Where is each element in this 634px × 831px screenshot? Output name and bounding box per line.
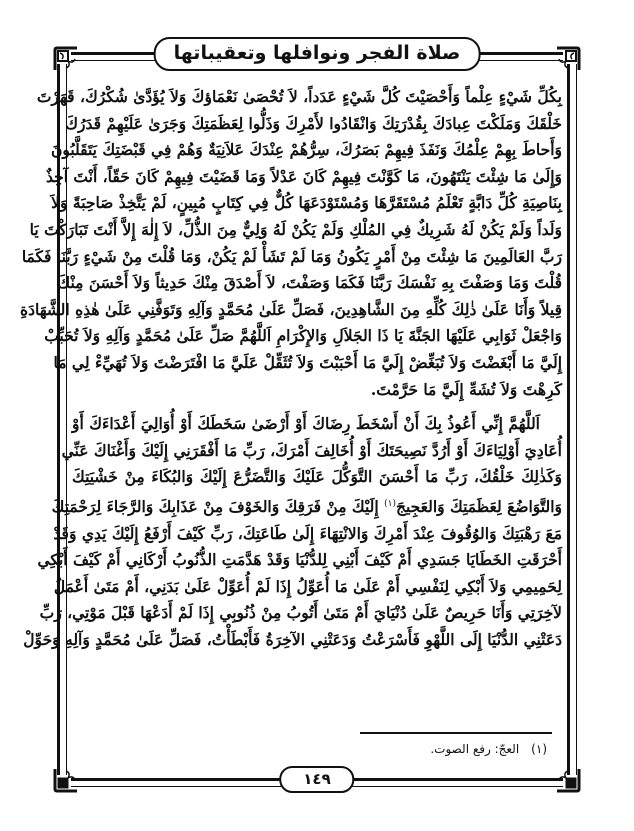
paragraph-gap: [72, 403, 562, 411]
text-line: أَحْرَقَتِ الخَطَايَا جَسَدِي أَمْ كَيْفَ أَبْنِي لِلدُّنْيَا وَقَدْ هَدَّمَتِ الذُّنُوبُ أَرْكَانِي أَمْ كَيْفَ أَبْكِي: [37, 550, 562, 570]
text-line: خَلْقَكَ وَمَلَكْتَ عِبادَكَ بِقُدْرَتِكَ وَانْقَادُوا لأَمْرِكَ وَذَلُّوا لِعَظَمَتِكَ وَجَرَىٰ عَلَيْهِمْ قَدَرُكَ: [65, 113, 562, 133]
text-line: دَعَتْنِي الدُّنْيَا إِلَى اللَّهْوِ فَأَسْرَعْتُ وَدَعَتْنِي الآخِرَةُ فَأَبْطَأْتُ، فَصَلِّ عَلَىٰ مُحَمَّدٍ وَآلِهِ وَحَوِّلْ: [23, 630, 562, 650]
text-line: بِكُلِّ شَيْءٍ عِلْماً وَأَحْصَيْتَ كُلَّ شَيْءٍ عَدَداً، لاَ تُحْصَىٰ نَعْمَاؤكَ وَلاَ يُؤَدَّىٰ شُكْرُكَ، قَهَرْتَ: [36, 87, 562, 106]
corner-ornament-icon: [555, 46, 581, 72]
border-right: [567, 64, 577, 775]
text-line: قُلْتَ وَمَا وَصَفْتَ بِهِ نَفْسَكَ رَبَّنَا فَكَمَا وَصَفْتَ، لاَ أَصْدَقَ مِنْكَ حَدِيثاً وَلاَ أَحْسَنَ مِنْكَ: [57, 273, 562, 293]
text-line: وَلَداً وَلَمْ يَكُنْ لَهُ شَرِيكٌ فِي المُلْكِ وَلَمْ يَكُنْ لَهُ وَلِيٌّ مِنَ الذُّلِّ، لاَ إِلٰهَ إِلاَّ أَنْتَ تَبَارَكْتَ يَا: [29, 219, 562, 239]
corner-ornament-icon: [555, 767, 581, 793]
text-line-with-footnote: [51, 491, 562, 521]
text-line: اَللَّهُمَّ إِنِّي أَعُوذُ بِكَ أَنْ أَسْخَطَ رِضَاكَ أَوْ أَرْضَىٰ سَخَطَكَ أَوْ أُوَالِيَ أَعْدَاءَكَ أَوْ: [72, 414, 540, 434]
text-line: وَكَذٰلِكَ خَلْقُكَ، رَبِّ مَا أَحْسَنَ التَّوَكُّلَ عَلَيْكَ وَالتَّضَرُّعَ إِلَيْكَ وَالبُكَاءَ مِنْ خَشْيَتِكَ: [72, 467, 562, 487]
corner-ornament-icon: [53, 767, 79, 793]
footnote: [430, 742, 547, 756]
text-line: كَرِهْتَ وَلاَ تُشَهِّ إِلَيَّ مَا حَرَّمْتَ.: [370, 379, 562, 399]
chapter-title: صلاة الفجر ونوافلها وتعقيباتها: [154, 37, 481, 71]
text-segment: وَالتَّوَاضُعَ لِعَظَمَتِكَ وَالعَجِيجَ: [395, 497, 562, 517]
footnote-number: (١): [531, 742, 547, 756]
text-line: لآخِرَتِي وَأَنَا حَرِيصٌ عَلَىٰ دُنْيَايَ أَمْ مَتَىٰ أَتُوبُ مِنْ ذُنُوبِي إِذَا لَمْ أَدَعْهَا قَبْلَ مَوْتِي، رَبِّ: [39, 603, 562, 623]
page-number: ١٤٩: [279, 766, 354, 793]
footnote-reference[interactable]: (١): [384, 498, 396, 509]
text-line: وَاجْعَلْ ثَوَابِي عَلَيْهَا الجَنَّةَ يَا ذَا الجَلاَلِ وَالإِكْرَامِ اَللَّهُمَّ صَلِّ عَلَىٰ مُحَمَّدٍ وَآلِهِ وَلاَ تُحَبِّبْ: [44, 326, 562, 346]
text-line: إِلَيَّ مَا أَبْغَضْتَ وَلاَ تُبَغِّضْ إِلَيَّ مَا أَحْبَبْتَ وَلاَ تُثَقِّلْ عَلَيَّ مَا افْتَرَضْتَ وَلاَ تُهَيِّءْ لِي مَا: [53, 352, 562, 372]
text-line: رَبَّ العَالَمِينَ مَا شِئْتَ مِنْ أَمْرٍ يَكُونُ وَمَا لَمْ تَشَأْ لَمْ يَكُنْ، وَمَا قُلْتَ مِنْ شَيْءٍ رَبَّنَا فَكَمَا: [21, 246, 562, 266]
text-line: قِيلاً وَأَنَا عَلَىٰ ذٰلِكَ كُلِّهِ مِنَ الشَّاهِدِينَ، فَصَلِّ عَلَىٰ مُحَمَّدٍ وَآلِهِ وَتَوَفَّنِي عَلَىٰ هٰذِهِ الشَّهَادَةِ: [19, 299, 562, 319]
text-line: وَإِلَىٰ مَا شِئْتَ يَنْتَهُونَ، مَا كَوَّنْتَ فِيهِمْ كَانَ عَدْلاً وَمَا قَضَيْتَ فِيهِمْ كَانَ حَقّاً، أَنْتَ آخِذٌ: [46, 166, 562, 186]
page-body-text: [19, 84, 562, 654]
text-line: بِنَاصِيَةِ كُلِّ دَابَّةٍ تَعْلَمُ مُسْتَقَرَّهَا وَمُسْتَوْدَعَهَا كُلٌّ فِي كِتَابٍ مُبِينٍ، لَمْ يَتَّخِذْ صَاحِبَةً وَلاَ: [51, 193, 562, 213]
text-line: أُعَادِيَ أَوْلِيَاءَكَ أَوْ أَرُدَّ نَصِيحَتَكَ أَوْ أُخَالِفَ أَمْرَكَ، رَبِّ مَا أَفْقَرَنِي إِلَيْكَ وَأَغْنَاكَ عَنِّي: [61, 440, 562, 460]
text-line: مَعَ رَهْبَتِكَ وَالوُقُوفَ عِنْدَ أَمْرِكَ وَالانْتِهَاءَ إِلَىٰ طَاعَتِكَ، رَبِّ كَيْفَ أَرْفَعُ إِلَيْكَ يَدِي وَقَدْ: [53, 523, 562, 543]
corner-ornament-icon: [53, 46, 79, 72]
text-line: وَأَحاطَ بِهِمْ عِلْمُكَ وَنَفَذَ فِيهِمْ بَصَرُكَ، سِرُّهُمْ عِنْدَكَ عَلاَنِيَةٌ وَهُمْ فِي قَبْضَتِكَ يَتَقَلَّبُونَ: [50, 140, 562, 160]
footnote-text: العجّ: رفع الصوت.: [430, 742, 520, 756]
text-line: لِحَمِيمِي وَلاَ أَبْكِي لِنَفْسِي أَمْ عَلَىٰ مَا أُعَوِّلُ إِذَا لَمْ أُعَوِّلْ عَلَىٰ بَدَنِي، أَمْ مَتَىٰ أَعْمَلُ: [53, 576, 562, 596]
footnote-separator: [360, 732, 552, 734]
text-segment: إِلَيْكَ مِنْ فَرَقِكَ وَالخَوْفَ مِنْ عَذَابِكَ وَالرَّجَاءَ لِرَحْمَتِكَ: [51, 497, 385, 517]
